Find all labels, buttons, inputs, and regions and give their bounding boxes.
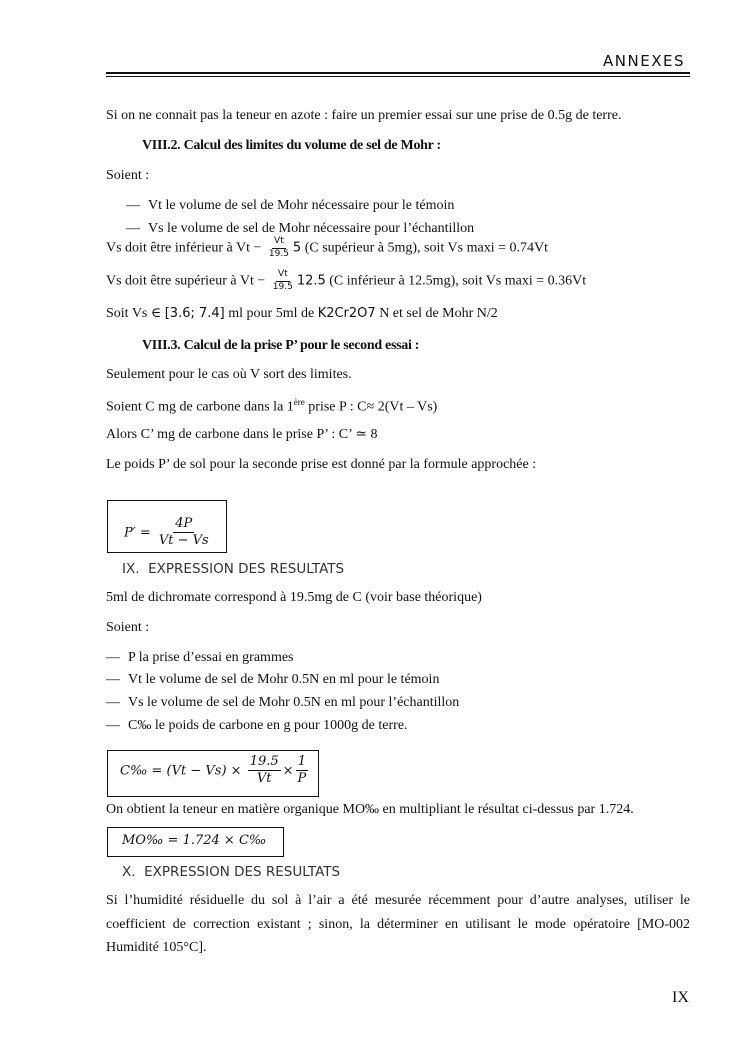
factor: 5 bbox=[292, 240, 302, 256]
fraction-numerator: 1 bbox=[296, 755, 308, 771]
soit-vs-line bbox=[106, 306, 498, 323]
fraction-denominator: P bbox=[297, 771, 307, 787]
humidity-paragraph-line: Si l’humidité résiduelle du sol à l’air a été mesurée récemment pour d’autre analyses, utiliser le bbox=[106, 893, 690, 908]
formula-c-permil bbox=[120, 755, 310, 787]
fraction bbox=[271, 270, 295, 293]
list-item-text: Vs le volume de sel de Mohr nécessaire pour l’échantillon bbox=[148, 221, 475, 236]
times-sign: × bbox=[282, 763, 294, 779]
dash-bullet: — bbox=[106, 672, 120, 687]
dash-bullet: — bbox=[106, 650, 120, 665]
humidity-paragraph-line: coefficient de correction existant ; sinon, la déterminer en utilisant le mode opératoire [MO-002 bbox=[106, 917, 690, 932]
interval: [3.6; 7.4] bbox=[164, 306, 225, 321]
section-heading-viii-2 bbox=[142, 138, 441, 155]
page-number: IX bbox=[672, 989, 689, 1006]
fraction-numerator: Vt bbox=[272, 237, 286, 249]
section-number: VIII.2. bbox=[142, 138, 181, 153]
section-title: Calcul des limites du volume de sel de Mohr : bbox=[183, 138, 441, 153]
header-rule-thin bbox=[106, 76, 690, 77]
formula-box-mo-permil bbox=[107, 827, 284, 857]
section-number: X. bbox=[122, 864, 136, 880]
section-title: EXPRESSION DES RESULTATS bbox=[144, 864, 341, 880]
section-heading-x bbox=[122, 864, 340, 880]
fraction-denominator: 19.5 bbox=[268, 248, 289, 259]
list-item-text: P la prise d’essai en grammes bbox=[128, 650, 294, 665]
list-item bbox=[106, 718, 408, 735]
seulement-paragraph: Seulement pour le cas où V sort des limites. bbox=[106, 367, 352, 382]
list-item-text: Vt le volume de sel de Mohr 0.5N en ml pour le témoin bbox=[128, 672, 440, 687]
dash-bullet: — bbox=[106, 695, 120, 710]
poids-paragraph: Le poids P’ de sol pour la seconde prise est donné par la formule approchée : bbox=[106, 457, 537, 472]
dichromate-paragraph: 5ml de dichromate correspond à 19.5mg de C (voir base théorique) bbox=[106, 590, 482, 605]
formula-lhs: P′ = bbox=[124, 525, 151, 541]
line-suffix: N et sel de Mohr N/2 bbox=[379, 306, 498, 321]
section-heading-viii-3 bbox=[142, 338, 419, 355]
paragraph-text: prise P : C≈ 2(Vt – Vs) bbox=[304, 399, 438, 415]
line-suffix: (C supérieur à 5mg), soit Vs maxi = 0.74Vt bbox=[304, 240, 548, 256]
fraction bbox=[267, 237, 291, 260]
dash-bullet: — bbox=[126, 221, 140, 236]
formula-box-c-permil bbox=[107, 750, 319, 797]
factor: 12.5 bbox=[296, 273, 326, 289]
intro-paragraph: Si on ne connait pas la teneur en azote : faire un premier essai sur une prise de 0.5g de terre. bbox=[106, 108, 622, 123]
section-title: EXPRESSION DES RESULTATS bbox=[148, 561, 345, 577]
line-prefix: Vs doit être inférieur à Vt − bbox=[106, 240, 262, 256]
fraction-numerator: Vt bbox=[276, 270, 290, 282]
fraction-numerator: 4P bbox=[173, 517, 194, 533]
paragraph-text: Soient C mg de carbone dans la 1 bbox=[106, 399, 294, 415]
section-number: VIII.3. bbox=[142, 338, 181, 353]
header-rule-thick bbox=[106, 72, 690, 74]
line-suffix: (C inférieur à 12.5mg), soit Vs maxi = 0.36Vt bbox=[329, 273, 587, 289]
fraction-numerator: 19.5 bbox=[248, 755, 281, 771]
list-item bbox=[106, 695, 459, 712]
fraction-denominator: 19.5 bbox=[272, 281, 293, 292]
list-item bbox=[106, 672, 439, 689]
line-prefix: Vs doit être supérieur à Vt − bbox=[106, 273, 266, 289]
humidity-paragraph-line: Humidité 105°C]. bbox=[106, 940, 207, 955]
formula-mo-permil: MO‰ = 1.724 × C‰ bbox=[122, 833, 267, 848]
chemical-formula: K2Cr2O7 bbox=[317, 306, 376, 321]
dash-bullet: — bbox=[106, 718, 120, 733]
list-item-text: C‰ le poids de carbone en g pour 1000g de terre. bbox=[128, 718, 408, 733]
formula-box-p-prime bbox=[107, 500, 227, 553]
superscript: ère bbox=[293, 397, 305, 407]
section-heading-ix bbox=[122, 561, 344, 577]
line-prefix: Soit Vs ∈ bbox=[106, 306, 162, 321]
vs-inferior-line bbox=[106, 237, 548, 260]
obtient-paragraph: On obtient la teneur en matière organique MO‰ en multipliant le résultat ci-dessus par 1.724. bbox=[106, 802, 634, 817]
vs-superior-line bbox=[106, 270, 586, 293]
fraction-denominator: Vt − Vs bbox=[158, 533, 209, 549]
line-middle: ml pour 5ml de bbox=[228, 306, 315, 321]
fraction bbox=[157, 517, 211, 549]
dash-bullet: — bbox=[126, 198, 140, 213]
alors-paragraph: Alors C’ mg de carbone dans le prise P’ : C’ ≃ 8 bbox=[106, 427, 378, 442]
list-item bbox=[106, 650, 294, 667]
formula-lhs: C‰ = (Vt − Vs) × bbox=[120, 763, 242, 779]
list-item-text: Vs le volume de sel de Mohr 0.5N en ml pour l’échantillon bbox=[128, 695, 460, 710]
fraction-denominator: Vt bbox=[256, 771, 272, 787]
list-item-text: Vt le volume de sel de Mohr nécessaire pour le témoin bbox=[148, 198, 455, 213]
list-item bbox=[126, 198, 454, 215]
section-number: IX. bbox=[122, 561, 140, 577]
header-title: ANNEXES bbox=[603, 52, 685, 70]
formula-p-prime bbox=[124, 517, 213, 549]
fraction bbox=[296, 755, 309, 787]
fraction bbox=[248, 755, 281, 787]
soient-label: Soient : bbox=[106, 168, 150, 183]
list-item bbox=[126, 221, 474, 238]
soient-label: Soient : bbox=[106, 620, 150, 635]
section-title: Calcul de la prise P’ pour le second essai : bbox=[183, 338, 420, 353]
soient-c-paragraph bbox=[106, 397, 437, 416]
